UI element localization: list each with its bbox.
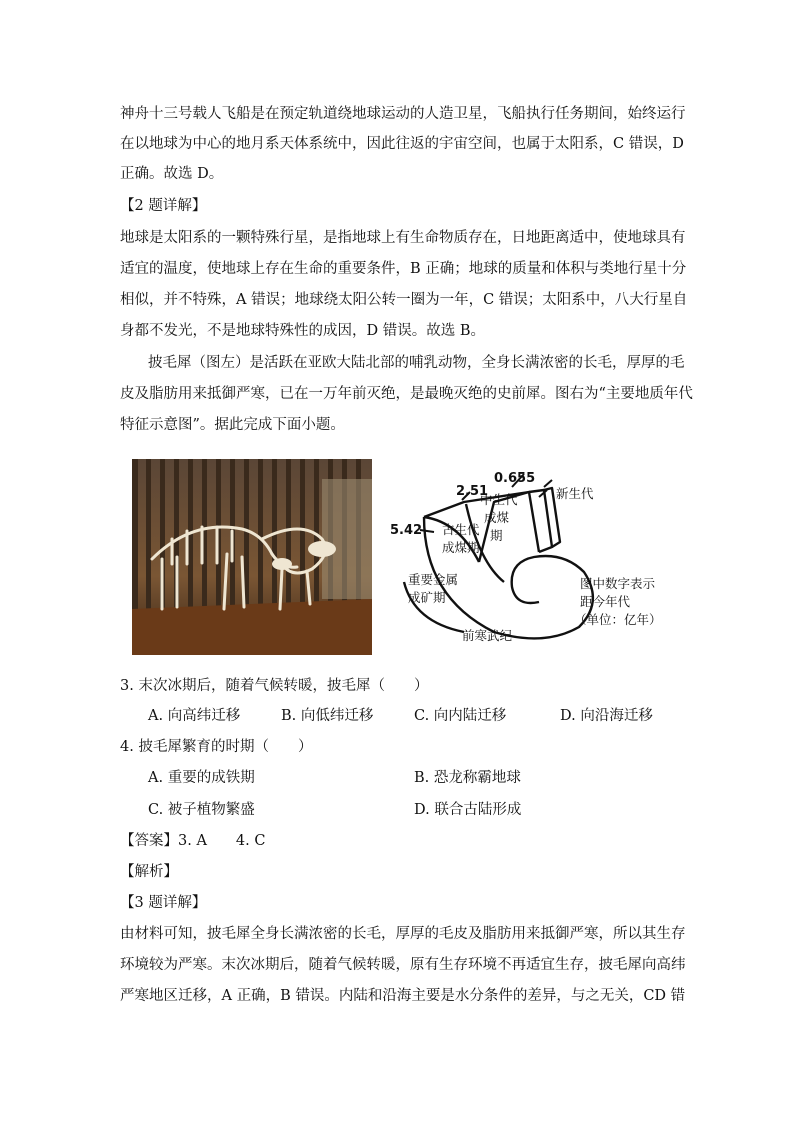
woolly-rhino-photo <box>132 459 372 655</box>
paragraph-line: 地球是太阳系的一颗特殊行星，是指地球上有生命物质存在，日地距离适中，使地球具有 <box>120 230 686 246</box>
note-line-1: 图中数字表示 <box>580 576 656 591</box>
section-heading: 【2 题详解】 <box>120 198 207 214</box>
detail-3-heading: 【3 题详解】 <box>120 895 207 911</box>
paragraph-line: 适宜的温度，使地球上存在生命的重要条件，B 正确；地球的质量和体积与类地行星十分 <box>120 261 687 277</box>
paragraph-line: 相似，并不特殊，A 错误；地球绕太阳公转一圈为一年，C 错误；太阳系中，八大行星自 <box>120 292 688 308</box>
era-cenozoic: 新生代 <box>556 486 594 501</box>
era-mesozoic-3: 期 <box>490 528 503 543</box>
paragraph-line: 环境较为严寒。末次冰期后，随着气候转暖，原有生存环境不再适宜生存，披毛犀向高纬 <box>120 957 686 973</box>
era-precambrian: 前寒武纪 <box>462 628 513 643</box>
note-line-2: 距今年代 <box>580 594 631 609</box>
question-3-option-a: A. 向高纬迁移 <box>148 708 241 724</box>
geologic-era-diagram <box>384 462 684 657</box>
note-line-3: （单位：亿年） <box>574 612 662 627</box>
paragraph-line: 皮及脂肪用来抵御严寒，已在一万年前灭绝，是最晚灭绝的史前犀。图右为“主要地质年代 <box>120 386 693 402</box>
paragraph-line: 由材料可知，披毛犀全身长满浓密的长毛，厚厚的毛皮及脂肪用来抵御严寒，所以其生存 <box>120 926 686 942</box>
paragraph-line: 披毛犀（图左）是活跃在亚欧大陆北部的哺乳动物，全身长满浓密的长毛，厚厚的毛 <box>148 355 685 371</box>
question-4-stem: 4. 披毛犀繁育的时期（ ） <box>120 739 313 755</box>
age-label-542: 5.42 <box>390 523 423 538</box>
question-3-option-d: D. 向沿海迁移 <box>560 708 653 724</box>
era-mesozoic-2: 成煤 <box>484 510 510 525</box>
answer-line: 【答案】3. A 4. C <box>120 833 266 849</box>
paragraph-line: 特征示意图”。据此完成下面小题。 <box>120 417 345 433</box>
paragraph-line: 严寒地区迁移，A 正确，B 错误。内陆和沿海主要是水分条件的差异，与之无关，CD 错 <box>120 988 686 1004</box>
analysis-heading: 【解析】 <box>120 864 178 880</box>
question-3-stem: 3. 末次冰期后，随着气候转暖，披毛犀（ ） <box>120 678 429 694</box>
paragraph-line: 在以地球为中心的地月系天体系统中，因此往返的宇宙空间，也属于太阳系，C 错误，D <box>120 136 684 152</box>
question-4-option-c: C. 被子植物繁盛 <box>148 802 255 818</box>
era-paleozoic-2: 成煤期 <box>442 540 480 555</box>
era-paleozoic-1: 古生代 <box>442 522 480 537</box>
question-3-option-c: C. 向内陆迁移 <box>414 708 507 724</box>
metal-ore-1: 重要金属 <box>408 572 459 587</box>
question-4-option-d: D. 联合古陆形成 <box>414 802 522 818</box>
paragraph-line: 身都不发光，不是地球特殊性的成因，D 错误。故选 B。 <box>120 323 485 339</box>
question-3-option-b: B. 向低纬迁移 <box>281 708 374 724</box>
paragraph-line: 神舟十三号载人飞船是在预定轨道绕地球运动的人造卫星，飞船执行任务期间，始终运行 <box>120 106 686 122</box>
question-4-option-b: B. 恐龙称霸地球 <box>414 770 521 786</box>
question-4-option-a: A. 重要的成铁期 <box>148 770 255 786</box>
age-label-251: 2.51 <box>456 484 489 499</box>
age-label-0655: 0.655 <box>494 471 536 486</box>
paragraph-line: 正确。故选 D。 <box>120 166 224 182</box>
era-mesozoic-1: 中生代 <box>480 492 518 507</box>
metal-ore-2: 成矿期 <box>408 590 446 605</box>
